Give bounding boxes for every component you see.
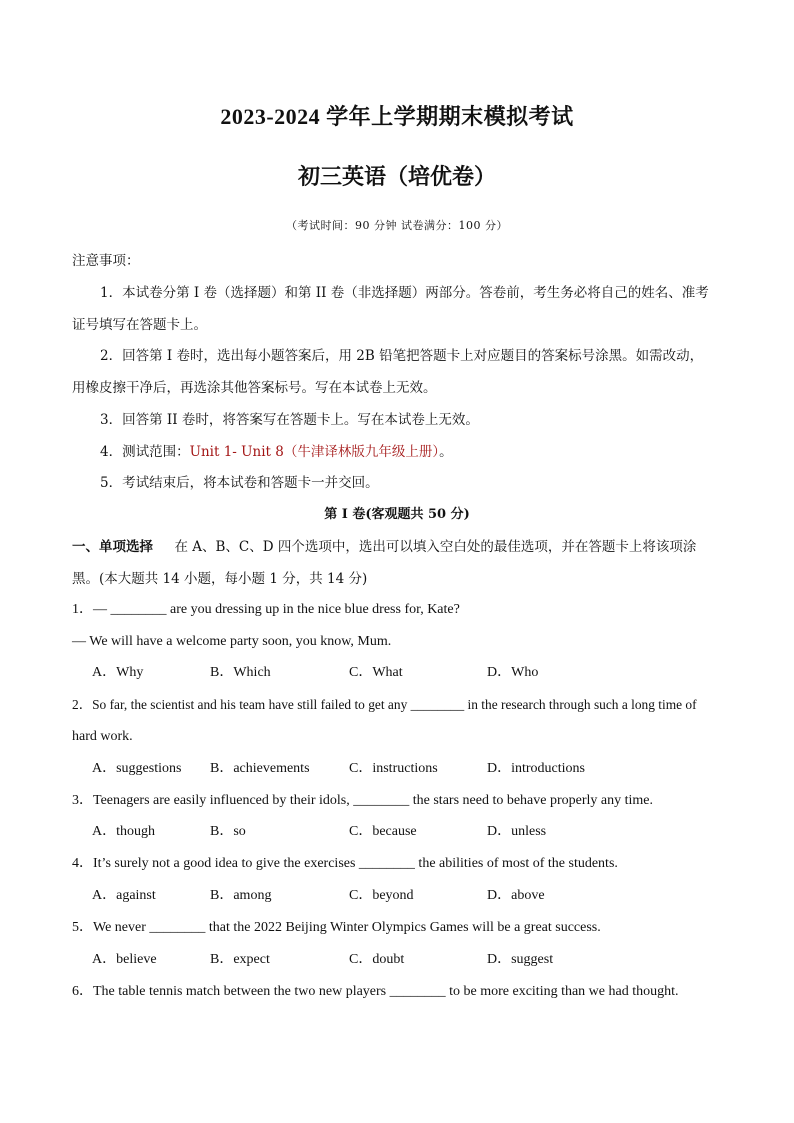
note-4-prefix: 4．测试范围： [100, 444, 190, 460]
q5-option-b: B．expect [210, 952, 270, 967]
note-3: 3．回答第 II 卷时，将答案写在答题卡上。写在本试卷上无效。 [100, 412, 479, 428]
q4-option-c: C．beyond [349, 888, 414, 903]
exam-info: （考试时间：90 分钟 试卷满分：100 分） [286, 219, 508, 232]
part-description-2: 黑。(本大题共 14 小题，每小题 1 分，共 14 分) [72, 571, 368, 587]
q4-option-d: D．above [487, 888, 545, 903]
question-1-stem-2: — We will have a welcome party soon, you know, Mum. [72, 634, 392, 649]
q1-option-d: D．Who [487, 665, 539, 680]
exam-subtitle: 初三英语（培优卷） [297, 164, 496, 190]
question-2-stem: 2．So far, the scientist and his team have still failed to get any ________ in the research through such a long time of [72, 697, 697, 712]
q2-option-b: B．achievements [210, 761, 310, 776]
question-1-stem: 1．— ________ are you dressing up in the nice blue dress for, Kate? [72, 602, 460, 617]
q1-option-b: B．Which [210, 665, 271, 680]
q3-option-a: A．though [92, 824, 155, 839]
q5-option-c: C．doubt [349, 952, 405, 967]
note-5: 5．考试结束后，将本试卷和答题卡一并交回。 [100, 475, 379, 491]
q4-option-a: A．against [92, 888, 156, 903]
note-4-suffix: 。 [439, 444, 453, 460]
q3-option-d: D．unless [487, 824, 547, 839]
note-4-range: Unit 1- Unit 8（牛津译林版九年级上册） [189, 444, 440, 460]
note-1-line-2: 证号填写在答题卡上。 [72, 317, 207, 333]
note-4 [100, 442, 453, 462]
q5-option-d: D．suggest [487, 952, 554, 967]
q5-option-a: A．believe [92, 952, 157, 967]
q2-option-d: D．introductions [487, 761, 585, 776]
section-heading: 第 I 卷(客观题共 50 分) [324, 507, 470, 522]
question-3-stem: 3．Teenagers are easily influenced by their idols, ________ the stars need to behave properly any time. [72, 793, 653, 808]
note-2-line-2: 用橡皮擦干净后，再选涂其他答案标号。写在本试卷上无效。 [72, 380, 437, 396]
question-2-stem-2: hard work. [72, 729, 133, 744]
q1-option-c: C．What [349, 665, 403, 680]
q4-option-b: B．among [210, 888, 272, 903]
q2-option-c: C．instructions [349, 761, 438, 776]
question-5-stem: 5．We never ________ that the 2022 Beijing Winter Olympics Games will be a great success. [72, 920, 601, 935]
question-4-stem: 4．It’s surely not a good idea to give the exercises ________ the abilities of most of the students. [72, 856, 618, 871]
note-2-line-1: 2．回答第 I 卷时，选出每小题答案后，用 2B 铅笔把答题卡上对应题目的答案标号涂黑。如需改动， [100, 348, 704, 364]
q1-option-a: A．Why [92, 665, 144, 680]
notes-heading: 注意事项： [72, 253, 140, 269]
q3-option-c: C．because [349, 824, 417, 839]
part-instructions [72, 537, 696, 557]
part-description: 在 A、B、C、D 四个选项中，选出可以填入空白处的最佳选项，并在答题卡上将该项涂 [174, 539, 697, 555]
exam-title: 2023-2024 学年上学期期末模拟考试 [220, 104, 574, 129]
part-title: 一、单项选择 [72, 539, 153, 555]
question-6-stem: 6．The table tennis match between the two new players ________ to be more exciting than we had thought. [72, 984, 679, 999]
note-1-line-1: 1．本试卷分第 I 卷（选择题）和第 II 卷（非选择题）两部分。答卷前，考生务必将自己的姓名、准考 [100, 285, 709, 301]
q3-option-b: B．so [210, 824, 246, 839]
q2-option-a: A．suggestions [92, 761, 182, 776]
